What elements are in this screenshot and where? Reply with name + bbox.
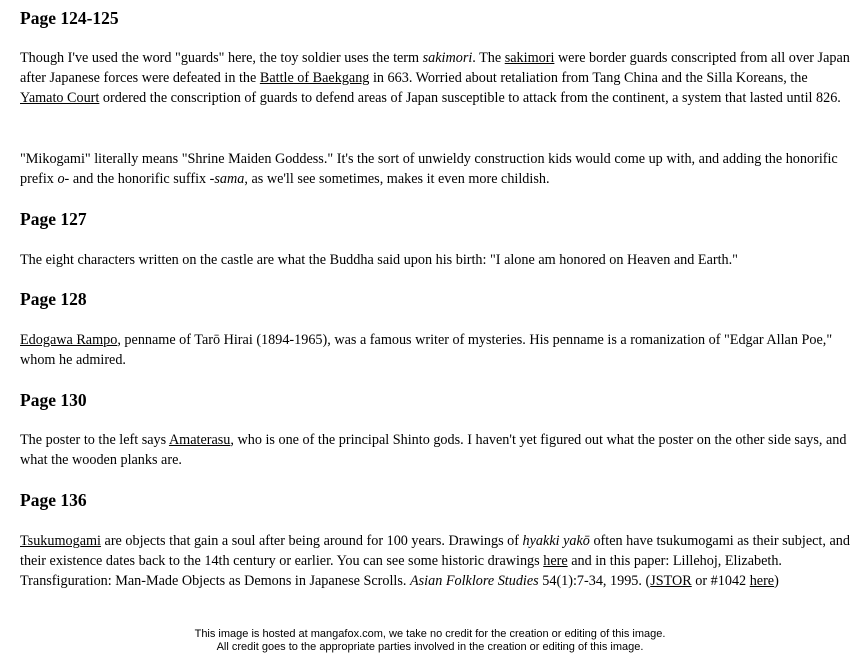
term-sakimori: sakimori: [422, 50, 473, 66]
text: and the honorific suffix: [69, 171, 210, 187]
text: in 663. Worried about retaliation from Tang China and the Silla Koreans, the: [369, 70, 808, 86]
text: , penname of Tarō Hirai (1894-1965), was a famous writer of mysteries. His penname is a romanization of "Edgar Allan Poe," whom he admired.: [20, 332, 833, 368]
text: often have tsukumogami as their subject, and their existence dates back to the 14th century or earlier. You can see some historic drawings: [20, 533, 850, 569]
link-tsukumogami[interactable]: Tsukumogami: [20, 533, 101, 549]
text: . The: [472, 50, 505, 66]
link-amaterasu[interactable]: Amaterasu: [168, 432, 231, 448]
term-hyakki-yako: hyakki yakō: [522, 533, 590, 549]
paragraph-mikogami: [20, 149, 850, 189]
section-heading-page-124-125: Page 124-125: [20, 8, 119, 28]
link-yamato-court[interactable]: Yamato Court: [20, 90, 100, 106]
paragraph-amaterasu: [20, 430, 850, 470]
section-heading-page-128: Page 128: [20, 289, 87, 309]
text: ): [774, 573, 779, 589]
text: are objects that gain a soul after being around for 100 years. Drawings of: [100, 533, 523, 549]
text: and in this paper: Lillehoj, Elizabeth. Transfiguration: Man-Made Objects as Demons in Japanese Scrolls.: [20, 553, 782, 589]
footer-line-2: All credit goes to the appropriate parties involved in the creation or editing of this image.: [216, 641, 644, 653]
text: The poster to the left says: [20, 432, 169, 448]
link-sakimori[interactable]: sakimori: [504, 50, 555, 66]
text: 54(1):7-34, 1995. (: [538, 573, 651, 589]
footer-line-1: This image is hosted at mangafox.com, we take no credit for the creation or editing of this image.: [194, 628, 666, 640]
text: ordered the conscription of guards to defend areas of Japan susceptible to attack from the continent, a system that lasted until 826.: [99, 90, 841, 106]
paragraph-sakimori: [20, 48, 850, 108]
term-o-prefix: o-: [57, 171, 70, 187]
text: "Mikogami" literally means "Shrine Maiden Goddess." It's the sort of unwieldy construction kids would come up with, and adding the honorific prefix: [20, 151, 838, 187]
text: or #1042: [691, 573, 750, 589]
link-here-drawings[interactable]: here: [543, 553, 568, 569]
paragraph-tsukumogami: [20, 531, 850, 591]
link-battle-of-baekgang[interactable]: Battle of Baekgang: [259, 70, 370, 86]
term-sama-suffix: -sama: [209, 171, 245, 187]
text: , as we'll see sometimes, makes it even more childish.: [244, 171, 550, 187]
text: , who is one of the principal Shinto gods. I haven't yet figured out what the poster on the other side says, and what the wooden planks are.: [20, 432, 847, 468]
hosting-credit-footer: [0, 628, 860, 654]
section-heading-page-127: Page 127: [20, 209, 87, 229]
text: were border guards conscripted from all over Japan after Japanese forces were defeated in the: [20, 50, 850, 86]
paragraph-eight-characters: [20, 250, 738, 270]
paragraph-edogawa-rampo: [20, 330, 850, 370]
text: The eight characters written on the castle are what the Buddha said upon his birth: "I alone am honored on Heaven and Earth.": [20, 252, 738, 268]
link-jstor[interactable]: JSTOR: [650, 573, 692, 589]
section-heading-page-130: Page 130: [20, 390, 87, 410]
section-heading-page-136: Page 136: [20, 490, 87, 510]
link-here-1042[interactable]: here: [749, 573, 775, 589]
link-edogawa-rampo[interactable]: Edogawa Rampo: [20, 332, 118, 348]
journal-title: Asian Folklore Studies: [409, 573, 539, 589]
text: Though I've used the word "guards" here, the toy soldier uses the term: [20, 50, 423, 66]
